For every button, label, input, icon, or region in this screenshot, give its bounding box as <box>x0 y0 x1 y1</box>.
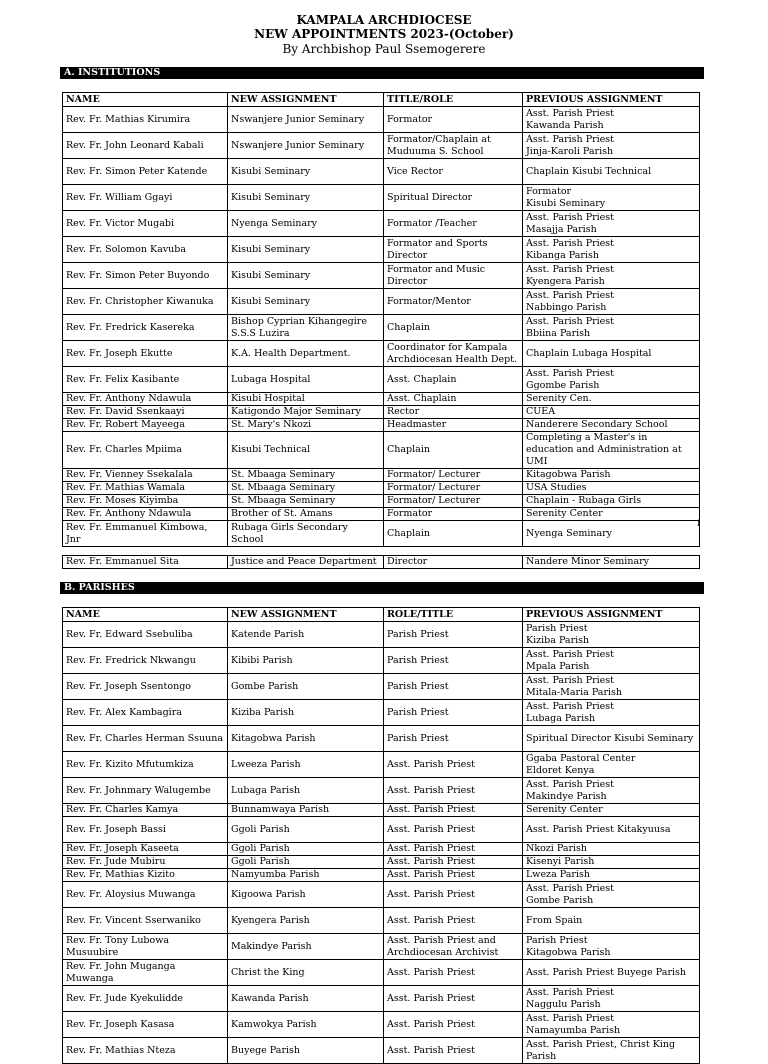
cell-new-assignment: Nswanjere Junior Seminary <box>228 133 384 159</box>
cell-role: Asst. Parish Priest <box>384 986 523 1012</box>
cell-previous-assignment: Formator Kisubi Seminary <box>523 185 700 211</box>
cell-previous-assignment: Parish Priest Kitagobwa Parish <box>523 934 700 960</box>
cell-previous-assignment: Asst. Parish Priest Gombe Parish <box>523 882 700 908</box>
parishes-table <box>62 607 700 1064</box>
cell-new-assignment: Buyege Parish <box>228 1038 384 1064</box>
cell-role: Director <box>384 556 523 569</box>
cell-previous-assignment: CUEA <box>523 406 700 419</box>
cell-role: Chaplain <box>384 432 523 469</box>
cell-name: Rev. Fr. Aloysius Muwanga <box>63 882 228 908</box>
cell-name: Rev. Fr. Mathias Kizito <box>63 869 228 882</box>
table-row <box>63 107 700 133</box>
cell-name: Rev. Fr. Anthony Ndawula <box>63 393 228 406</box>
cell-new-assignment: Bunnamwaya Parish <box>228 804 384 817</box>
table-row <box>63 622 700 648</box>
table-row <box>63 521 700 547</box>
table-row <box>63 752 700 778</box>
table-row <box>63 960 700 986</box>
cell-role: Asst. Parish Priest <box>384 856 523 869</box>
cell-name: Rev. Fr. Joseph Kaseeta <box>63 843 228 856</box>
cell-previous-assignment: Asst. Parish Priest Kawanda Parish <box>523 107 700 133</box>
cell-new-assignment: Rubaga Girls Secondary School <box>228 521 384 547</box>
cell-role: Chaplain <box>384 315 523 341</box>
table-row <box>63 1038 700 1064</box>
table-row <box>63 289 700 315</box>
cell-name: Rev. Fr. Mathias Kirumira <box>63 107 228 133</box>
col-header-name: NAME <box>63 93 228 107</box>
cell-previous-assignment: Asst. Parish Priest Lubaga Parish <box>523 700 700 726</box>
cell-role: Asst. Chaplain <box>384 393 523 406</box>
cell-new-assignment: Nswanjere Junior Seminary <box>228 107 384 133</box>
cell-new-assignment: Kiziba Parish <box>228 700 384 726</box>
cell-previous-assignment: Serenity Center <box>523 804 700 817</box>
cell-previous-assignment: Asst. Parish Priest, Christ King Parish <box>523 1038 700 1064</box>
cell-name: Rev. Fr. Charles Mpiima <box>63 432 228 469</box>
cell-name: Rev. Fr. David Ssenkaayi <box>63 406 228 419</box>
cell-role: Formator and Sports Director <box>384 237 523 263</box>
cell-name: Rev. Fr. Joseph Kasasa <box>63 1012 228 1038</box>
cell-new-assignment: Kisubi Seminary <box>228 159 384 185</box>
cell-new-assignment: Kisubi Technical <box>228 432 384 469</box>
cell-role: Asst. Parish Priest <box>384 778 523 804</box>
cell-name: Rev. Fr. Vincent Sserwaniko <box>63 908 228 934</box>
table-row <box>63 778 700 804</box>
cell-name: Rev. Fr. Emmanuel Sita <box>63 556 228 569</box>
cell-name: Rev. Fr. Johnmary Walugembe <box>63 778 228 804</box>
col-header-title-role: TITLE/ROLE <box>384 93 523 107</box>
cell-name: Rev. Fr. Mathias Wamala <box>63 482 228 495</box>
cell-previous-assignment: Asst. Parish Priest Kitakyuusa <box>523 817 700 843</box>
cell-role: Chaplain <box>384 521 523 547</box>
cell-new-assignment: Kisubi Seminary <box>228 289 384 315</box>
cell-previous-assignment: Lweza Parish <box>523 869 700 882</box>
parishes-rows <box>63 622 700 1064</box>
table-row <box>63 393 700 406</box>
cell-new-assignment: Ggoli Parish <box>228 856 384 869</box>
table-row <box>63 419 700 432</box>
cell-role: Asst. Chaplain <box>384 367 523 393</box>
cell-new-assignment: Kisubi Hospital <box>228 393 384 406</box>
table-row <box>63 674 700 700</box>
cell-role: Asst. Parish Priest <box>384 817 523 843</box>
cell-new-assignment: Kisubi Seminary <box>228 263 384 289</box>
cell-role: Formator/Mentor <box>384 289 523 315</box>
cell-new-assignment: Lubaga Parish <box>228 778 384 804</box>
cell-name: Rev. Fr. Anthony Ndawula <box>63 508 228 521</box>
table-header-row <box>63 608 700 622</box>
cell-role: Asst. Parish Priest <box>384 869 523 882</box>
cell-new-assignment: Lubaga Hospital <box>228 367 384 393</box>
table-row <box>63 263 700 289</box>
table-row <box>63 133 700 159</box>
cell-new-assignment: Gombe Parish <box>228 674 384 700</box>
cell-role: Vice Rector <box>384 159 523 185</box>
cell-previous-assignment: Asst. Parish Priest Mitala-Maria Parish <box>523 674 700 700</box>
col-header-role-title: ROLE/TITLE <box>384 608 523 622</box>
cell-previous-assignment: Chaplain - Rubaga Girls <box>523 495 700 508</box>
table-row <box>63 495 700 508</box>
table-row <box>63 856 700 869</box>
cell-new-assignment: Kamwokya Parish <box>228 1012 384 1038</box>
cell-new-assignment: St. Mbaaga Seminary <box>228 482 384 495</box>
cell-role: Formator <box>384 508 523 521</box>
cell-role: Asst. Parish Priest <box>384 960 523 986</box>
table-row <box>63 869 700 882</box>
institutions-table <box>62 92 700 547</box>
cell-new-assignment: Kawanda Parish <box>228 986 384 1012</box>
cell-new-assignment: St. Mbaaga Seminary <box>228 469 384 482</box>
cell-name: Rev. Fr. Victor Mugabi <box>63 211 228 237</box>
table-row <box>63 648 700 674</box>
cell-name: Rev. Fr. Joseph Ssentongo <box>63 674 228 700</box>
cell-name: Rev. Fr. Simon Peter Katende <box>63 159 228 185</box>
cell-role: Formator <box>384 107 523 133</box>
cell-role: Asst. Parish Priest <box>384 804 523 817</box>
table-header-row <box>63 93 700 107</box>
section-b-heading: B. PARISHES <box>60 582 704 594</box>
cell-new-assignment: St. Mbaaga Seminary <box>228 495 384 508</box>
cell-name: Rev. Fr. William Ggayi <box>63 185 228 211</box>
table-row <box>63 556 700 569</box>
cell-name: Rev. Fr. Felix Kasibante <box>63 367 228 393</box>
cell-name: Rev. Fr. Mathias Nteza <box>63 1038 228 1064</box>
cell-role: Asst. Parish Priest and Archdiocesan Archivist <box>384 934 523 960</box>
table-row <box>63 934 700 960</box>
section-a-heading: A. INSTITUTIONS <box>60 67 704 79</box>
cell-role: Formator/Chaplain at Muduuma S. School <box>384 133 523 159</box>
cell-previous-assignment: Completing a Master's in education and Administration at UMI <box>523 432 700 469</box>
cell-previous-assignment: Parish Priest Kiziba Parish <box>523 622 700 648</box>
cell-name: Rev. Fr. Jude Mubiru <box>63 856 228 869</box>
cell-new-assignment: Kisubi Seminary <box>228 185 384 211</box>
col-header-previous-assignment: PREVIOUS ASSIGNMENT <box>523 608 700 622</box>
table-row <box>63 315 700 341</box>
cell-previous-assignment: Chaplain Lubaga Hospital <box>523 341 700 367</box>
table-row <box>63 406 700 419</box>
cell-new-assignment: St. Mary's Nkozi <box>228 419 384 432</box>
cell-new-assignment: Lweeza Parish <box>228 752 384 778</box>
cell-previous-assignment: Asst. Parish Priest Bbiina Parish <box>523 315 700 341</box>
cell-new-assignment: Kisubi Seminary <box>228 237 384 263</box>
cell-previous-assignment: Asst. Parish Priest Jinja-Karoli Parish <box>523 133 700 159</box>
cell-name: Rev. Fr. Emmanuel Kimbowa, Jnr <box>63 521 228 547</box>
doc-byline: By Archbishop Paul Ssemogerere <box>282 42 486 56</box>
cell-name: Rev. Fr. Robert Mayeega <box>63 419 228 432</box>
cell-name: Rev. Fr. Fredrick Nkwangu <box>63 648 228 674</box>
cell-name: Rev. Fr. Joseph Bassi <box>63 817 228 843</box>
table-row <box>63 211 700 237</box>
table-row <box>63 700 700 726</box>
cell-role: Formator/ Lecturer <box>384 482 523 495</box>
table-row <box>63 908 700 934</box>
cell-role: Formator/ Lecturer <box>384 469 523 482</box>
cell-previous-assignment: Asst. Parish Priest Kyengera Parish <box>523 263 700 289</box>
cell-previous-assignment: Nandere Minor Seminary <box>523 556 700 569</box>
table-row <box>63 341 700 367</box>
continuation-table <box>62 555 700 569</box>
cell-previous-assignment: USA Studies <box>523 482 700 495</box>
doc-title: KAMPALA ARCHDIOCESE <box>296 13 472 27</box>
table-row <box>63 817 700 843</box>
cell-name: Rev. Fr. Joseph Ekutte <box>63 341 228 367</box>
cell-role: Coordinator for Kampala Archdiocesan Health Dept. <box>384 341 523 367</box>
cell-new-assignment: Christ the King <box>228 960 384 986</box>
cell-new-assignment: Ggoli Parish <box>228 817 384 843</box>
cell-new-assignment: Katigondo Major Seminary <box>228 406 384 419</box>
cell-name: Rev. Fr. John Leonard Kabali <box>63 133 228 159</box>
cell-name: Rev. Fr. Tony Lubowa Musuubire <box>63 934 228 960</box>
cell-role: Parish Priest <box>384 726 523 752</box>
cell-new-assignment: Kyengera Parish <box>228 908 384 934</box>
cell-previous-assignment: Asst. Parish Priest Naggulu Parish <box>523 986 700 1012</box>
table-row <box>63 726 700 752</box>
cell-previous-assignment: From Spain <box>523 908 700 934</box>
cell-new-assignment: Nyenga Seminary <box>228 211 384 237</box>
cell-previous-assignment: Asst. Parish Priest Kibanga Parish <box>523 237 700 263</box>
cell-role: Rector <box>384 406 523 419</box>
cell-previous-assignment: Nkozi Parish <box>523 843 700 856</box>
table-row <box>63 159 700 185</box>
cell-name: Rev. Fr. Moses Kiyimba <box>63 495 228 508</box>
cell-new-assignment: K.A. Health Department. <box>228 341 384 367</box>
cell-role: Asst. Parish Priest <box>384 843 523 856</box>
table-row <box>63 367 700 393</box>
cell-name: Rev. Fr. Fredrick Kasereka <box>63 315 228 341</box>
cell-previous-assignment: Nyenga Seminary <box>523 521 700 547</box>
cell-role: Asst. Parish Priest <box>384 1038 523 1064</box>
table-row <box>63 469 700 482</box>
cell-role: Asst. Parish Priest <box>384 1012 523 1038</box>
cell-role: Asst. Parish Priest <box>384 908 523 934</box>
cell-role: Asst. Parish Priest <box>384 882 523 908</box>
cell-previous-assignment: Spiritual Director Kisubi Seminary <box>523 726 700 752</box>
cell-new-assignment: Katende Parish <box>228 622 384 648</box>
col-header-previous-assignment: PREVIOUS ASSIGNMENT <box>523 93 700 107</box>
cell-role: Parish Priest <box>384 674 523 700</box>
cell-name: Rev. Fr. Charles Kamya <box>63 804 228 817</box>
col-header-new-assignment: NEW ASSIGNMENT <box>228 608 384 622</box>
cell-name: Rev. Fr. Christopher Kiwanuka <box>63 289 228 315</box>
cell-role: Spiritual Director <box>384 185 523 211</box>
table-row <box>63 1012 700 1038</box>
cell-previous-assignment: Nanderere Secondary School <box>523 419 700 432</box>
page-number: 1 <box>696 519 702 528</box>
cell-previous-assignment: Asst. Parish Priest Nabbingo Parish <box>523 289 700 315</box>
cell-name: Rev. Fr. Kizito Mfutumkiza <box>63 752 228 778</box>
cell-previous-assignment: Serenity Center <box>523 508 700 521</box>
cell-new-assignment: Makindye Parish <box>228 934 384 960</box>
cell-previous-assignment: Asst. Parish Priest Namayumba Parish <box>523 1012 700 1038</box>
cell-name: Rev. Fr. Edward Ssebuliba <box>63 622 228 648</box>
institutions-rows <box>63 107 700 547</box>
cell-new-assignment: Kibibi Parish <box>228 648 384 674</box>
cell-previous-assignment: Ggaba Pastoral Center Eldoret Kenya <box>523 752 700 778</box>
table-row <box>63 882 700 908</box>
col-header-new-assignment: NEW ASSIGNMENT <box>228 93 384 107</box>
cell-role: Formator /Teacher <box>384 211 523 237</box>
cell-previous-assignment: Asst. Parish Priest Buyege Parish <box>523 960 700 986</box>
cell-new-assignment: Kigoowa Parish <box>228 882 384 908</box>
table-row <box>63 237 700 263</box>
table-row <box>63 482 700 495</box>
cell-role: Formator and Music Director <box>384 263 523 289</box>
cell-role: Parish Priest <box>384 700 523 726</box>
cell-previous-assignment: Kisenyi Parish <box>523 856 700 869</box>
cell-previous-assignment: Asst. Parish Priest Masajja Parish <box>523 211 700 237</box>
cell-name: Rev. Fr. John Muganga Muwanga <box>63 960 228 986</box>
cell-new-assignment: Justice and Peace Department <box>228 556 384 569</box>
cell-new-assignment: Brother of St. Amans <box>228 508 384 521</box>
cell-previous-assignment: Asst. Parish Priest Mpala Parish <box>523 648 700 674</box>
cell-new-assignment: Namyumba Parish <box>228 869 384 882</box>
cell-name: Rev. Fr. Charles Herman Ssuuna <box>63 726 228 752</box>
cell-previous-assignment: Asst. Parish Priest Ggombe Parish <box>523 367 700 393</box>
cell-new-assignment: Ggoli Parish <box>228 843 384 856</box>
cell-new-assignment: Bishop Cyprian Kihangegire S.S.S Luzira <box>228 315 384 341</box>
table-row <box>63 432 700 469</box>
cell-previous-assignment: Serenity Cen. <box>523 393 700 406</box>
doc-subtitle: NEW APPOINTMENTS 2023-(October) <box>254 27 514 41</box>
col-header-name: NAME <box>63 608 228 622</box>
cell-name: Rev. Fr. Alex Kambagira <box>63 700 228 726</box>
cell-name: Rev. Fr. Vienney Ssekalala <box>63 469 228 482</box>
cell-new-assignment: Kitagobwa Parish <box>228 726 384 752</box>
cell-role: Asst. Parish Priest <box>384 752 523 778</box>
cell-previous-assignment: Chaplain Kisubi Technical <box>523 159 700 185</box>
cell-previous-assignment: Asst. Parish Priest Makindye Parish <box>523 778 700 804</box>
cell-role: Parish Priest <box>384 622 523 648</box>
table-row <box>63 843 700 856</box>
cell-role: Formator/ Lecturer <box>384 495 523 508</box>
cell-name: Rev. Fr. Jude Kyekulidde <box>63 986 228 1012</box>
table-row <box>63 508 700 521</box>
cell-role: Parish Priest <box>384 648 523 674</box>
cell-name: Rev. Fr. Solomon Kavuba <box>63 237 228 263</box>
cell-name: Rev. Fr. Simon Peter Buyondo <box>63 263 228 289</box>
table-row <box>63 185 700 211</box>
table-row <box>63 986 700 1012</box>
cell-role: Headmaster <box>384 419 523 432</box>
cell-previous-assignment: Kitagobwa Parish <box>523 469 700 482</box>
table-row <box>63 804 700 817</box>
